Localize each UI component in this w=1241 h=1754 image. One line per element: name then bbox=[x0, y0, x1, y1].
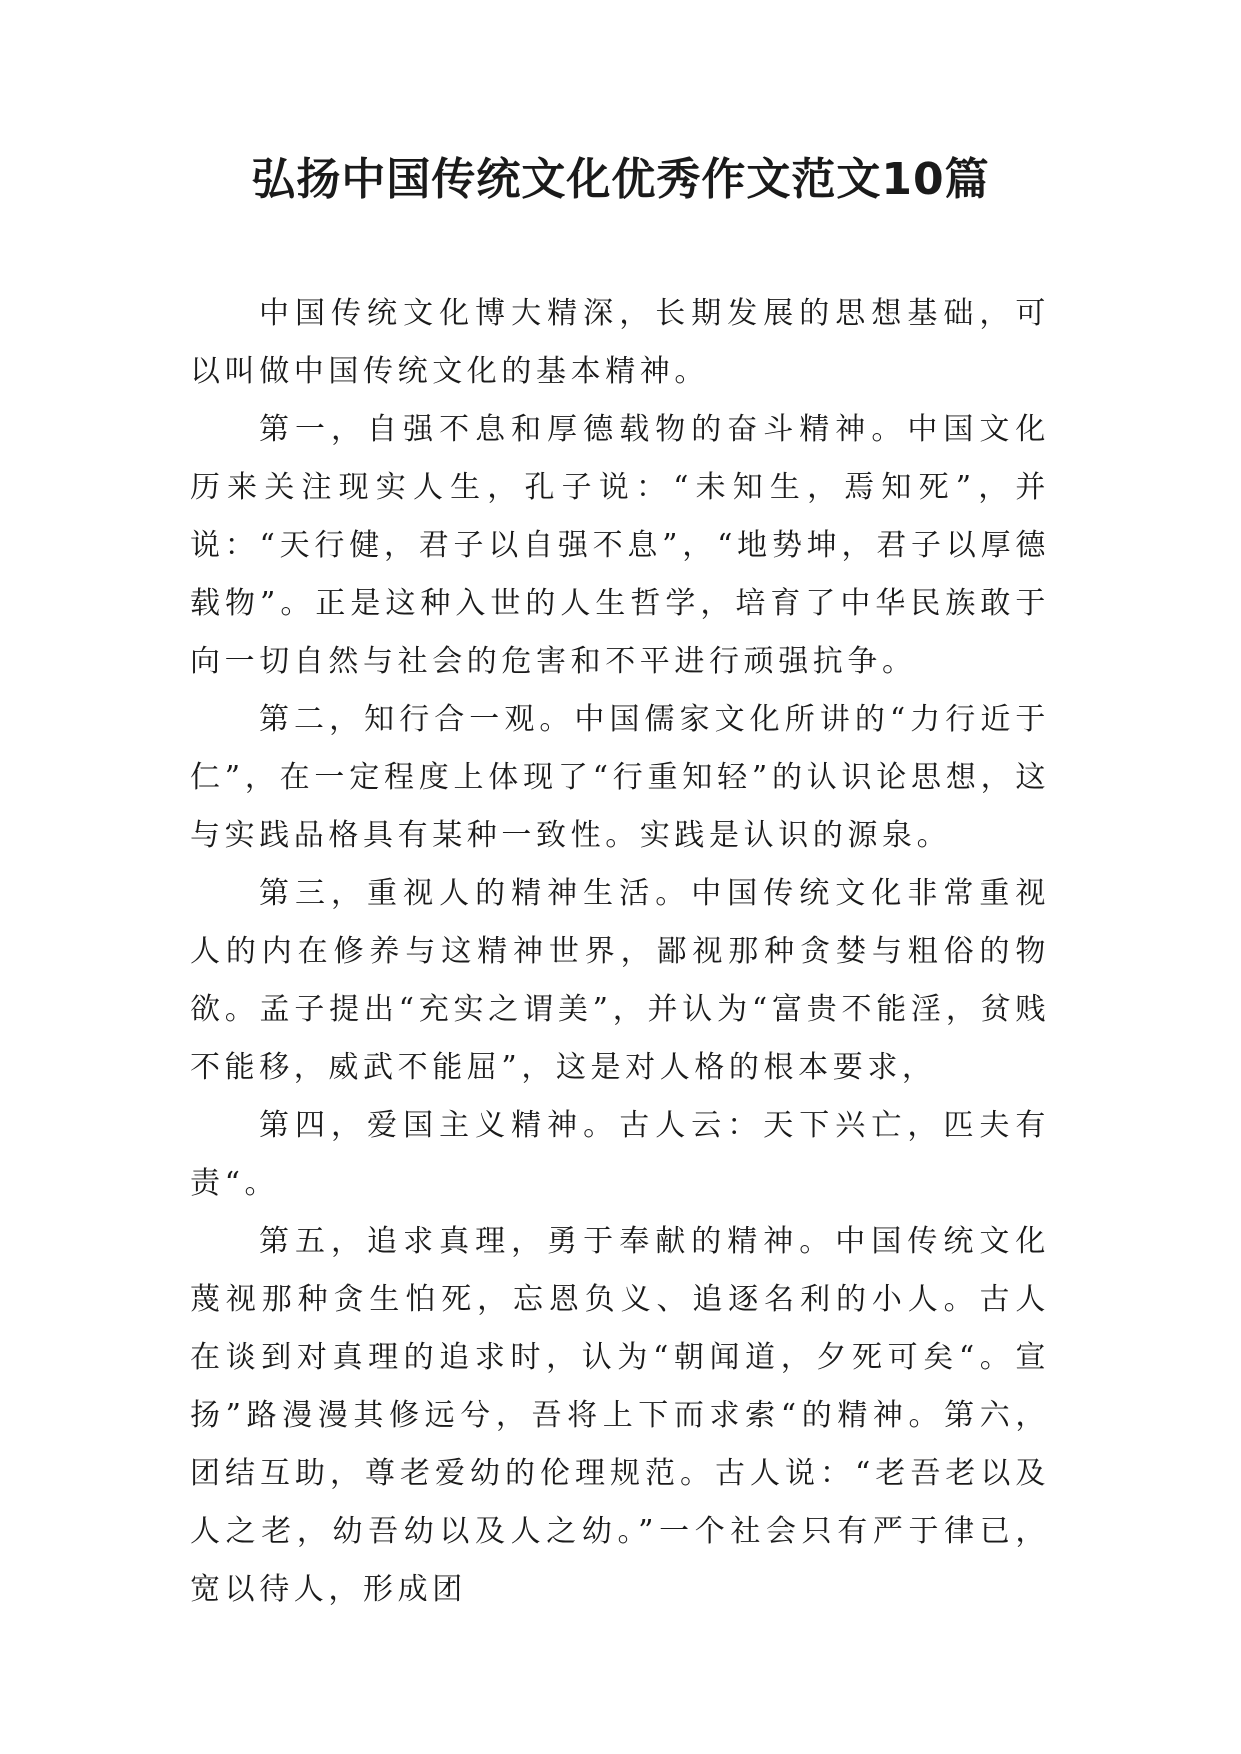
paragraph-fifth-point: 第五，追求真理，勇于奉献的精神。中国传统文化蔑视那种贪生怕死，忘恩负义、追逐名利的小人。古人在谈到对真理的追求时，认为“朝闻道，夕死可矣“。宣扬”路漫漫其修远兮，吾将上下而求索“的精神。第六，团结互助，尊老爱幼的伦理规范。古人说：“老吾老以及人之老，幼吾幼以及人之幼。”一个社会只有严于律已，宽以待人，形成团 bbox=[190, 1224, 1050, 1607]
paragraph-fourth-point: 第四，爱国主义精神。古人云：天下兴亡，匹夫有责“。 bbox=[190, 1108, 1050, 1201]
document-title: 弘扬中国传统文化优秀作文范文10篇 bbox=[251, 154, 990, 205]
paragraph-third-point: 第三，重视人的精神生活。中国传统文化非常重视人的内在修养与这精神世界，鄙视那种贪婪与粗俗的物欲。孟子提出“充实之谓美”，并认为“富贵不能淫，贫贱不能移，威武不能屈”，这是对人格的根本要求， bbox=[190, 876, 1050, 1085]
paragraph-second-point: 第二，知行合一观。中国儒家文化所讲的“力行近于仁”，在一定程度上体现了“行重知轻”的认识论思想，这与实践品格具有某种一致性。实践是认识的源泉。 bbox=[190, 702, 1050, 853]
paragraph-first-point: 第一，自强不息和厚德载物的奋斗精神。中国文化历来关注现实人生，孔子说：“未知生，焉知死”，并说：“天行健，君子以自强不息”，“地势坤，君子以厚德载物”。正是这种入世的人生哲学，培育了中华民族敢于向一切自然与社会的危害和不平进行顽强抗争。 bbox=[190, 412, 1050, 679]
paragraph-intro: 中国传统文化博大精深，长期发展的思想基础，可以叫做中国传统文化的基本精神。 bbox=[190, 296, 1050, 389]
document-body bbox=[190, 285, 1050, 1619]
